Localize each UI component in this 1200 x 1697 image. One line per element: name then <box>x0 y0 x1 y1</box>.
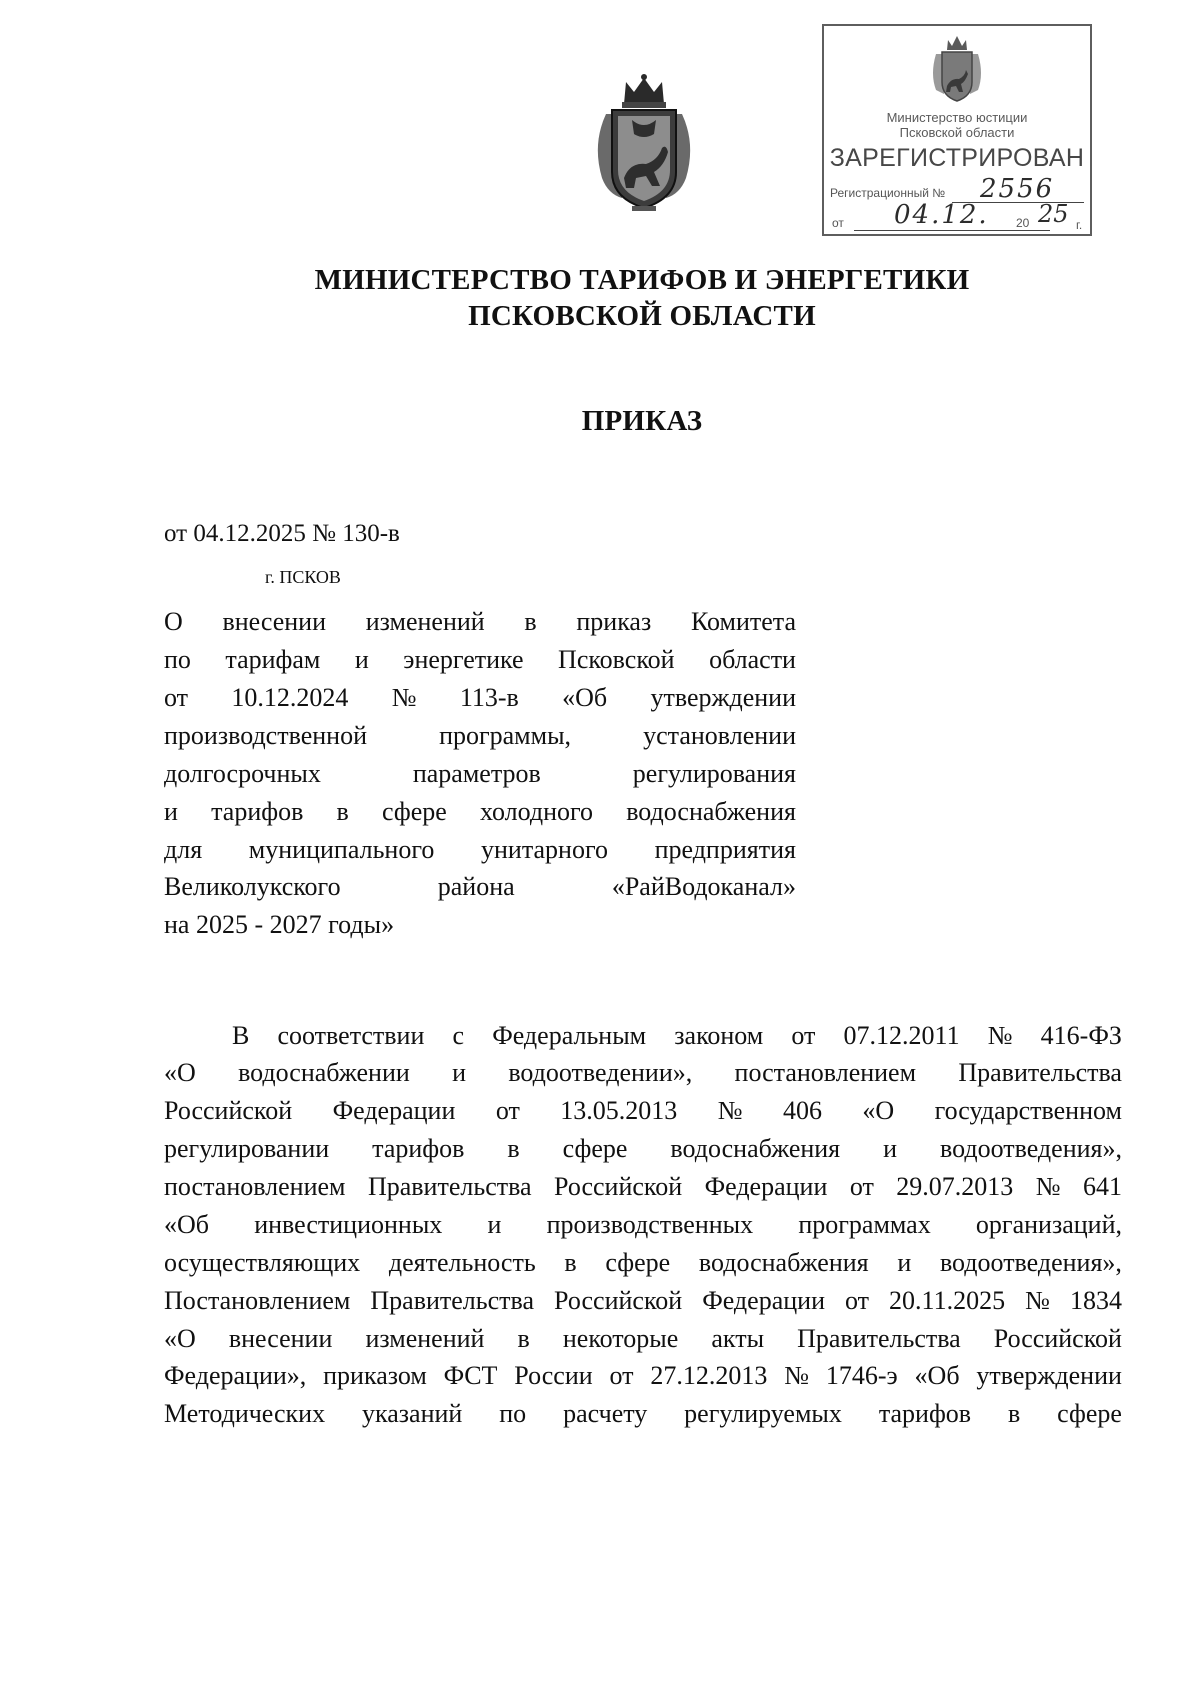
subject-line: на 2025 - 2027 годы» <box>164 910 395 939</box>
stamp-coat-of-arms-icon <box>928 34 986 104</box>
body-line: Федерации», приказом ФСТ России от 27.12.2013 № 1746-э «Об утверждении <box>164 1361 1122 1390</box>
body-line: осуществляющих деятельность в сфере водоснабжения и водоотведения», <box>164 1248 1122 1277</box>
body-line: «О водоснабжении и водоотведении», постановлением Правительства <box>164 1058 1122 1087</box>
document-type-title: ПРИКАЗ <box>581 405 703 437</box>
order-city: г. ПСКОВ <box>265 567 341 587</box>
body-line: «О внесении изменений в некоторые акты Правительства Российской <box>164 1324 1122 1353</box>
stamp-regno-value: 2556 <box>980 174 1055 204</box>
body-line: Методических указаний по расчету регулируемых тарифов в сфере <box>164 1399 1122 1428</box>
subject-line: для муниципального унитарного предприятия <box>164 835 796 864</box>
stamp-year-value: 25 <box>1038 200 1069 228</box>
subject-line: долгосрочных параметров регулирования <box>164 759 796 788</box>
subject-line: и тарифов в сфере холодного водоснабжения <box>164 797 796 826</box>
stamp-year-suffix: г. <box>1076 218 1083 232</box>
subject-line: Великолукского района «РайВодоканал» <box>164 872 796 901</box>
subject-line: по тарифам и энергетике Псковской области <box>164 645 796 674</box>
stamp-date-value: 04.12. <box>894 200 989 230</box>
body-line: постановлением Правительства Российской Федерации от 29.07.2013 № 641 <box>164 1172 1122 1201</box>
subject-line: производственной программы, установлении <box>164 721 796 750</box>
body-line: «Об инвестиционных и производственных программах организаций, <box>164 1210 1122 1239</box>
stamp-ministry-name <box>824 110 1090 140</box>
body-line: Российской Федерации от 13.05.2013 № 406 «О государственном <box>164 1096 1122 1125</box>
body-line: В соответствии с Федеральным законом от 07.12.2011 № 416-ФЗ <box>232 1021 1122 1050</box>
order-date-number: от 04.12.2025 № 130-в <box>164 520 400 547</box>
stamp-ministry-line1: Министерство юстиции <box>886 110 1028 125</box>
body-line: регулировании тарифов в сфере водоснабжения и водоотведения», <box>164 1134 1122 1163</box>
stamp-year-prefix: 20 <box>1016 216 1030 230</box>
stamp-from-label: от <box>832 216 844 230</box>
stamp-regno-label: Регистрационный № <box>830 186 946 200</box>
stamp-status: ЗАРЕГИСТРИРОВАН <box>829 144 1085 172</box>
ministry-title-line1: МИНИСТЕРСТВО ТАРИФОВ И ЭНЕРГЕТИКИ <box>314 264 970 296</box>
ministry-title-line2: ПСКОВСКОЙ ОБЛАСТИ <box>468 300 816 332</box>
subject-line: от 10.12.2024 № 113-в «Об утверждении <box>164 683 796 712</box>
stamp-ministry-line2: Псковской области <box>899 125 1015 140</box>
body-line: Постановлением Правительства Российской Федерации от 20.11.2025 № 1834 <box>164 1286 1122 1315</box>
registration-stamp <box>822 24 1092 236</box>
coat-of-arms-emblem <box>588 74 700 214</box>
subject-line: О внесении изменений в приказ Комитета <box>164 607 796 636</box>
stamp-date-underline <box>854 230 1050 231</box>
